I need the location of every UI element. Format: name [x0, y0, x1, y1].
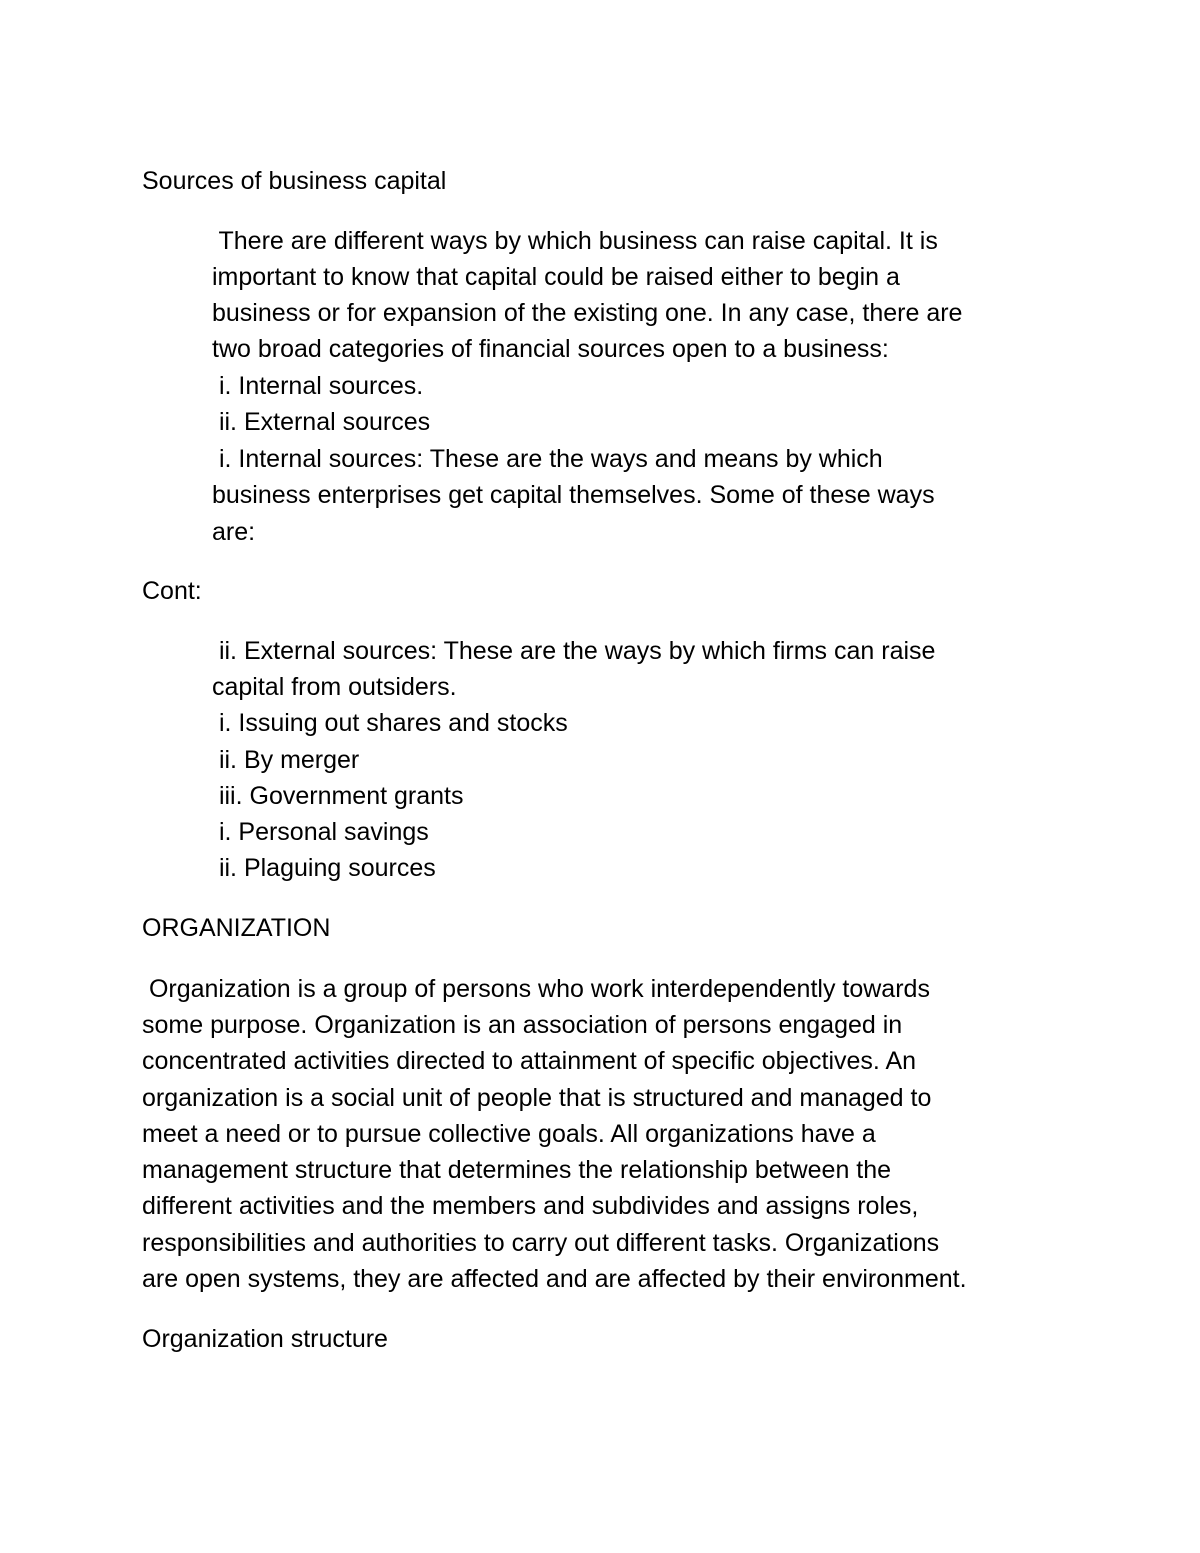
heading-sources-of-capital: Sources of business capital [142, 167, 447, 195]
text-line: There are different ways by which business can raise capital. It is [212, 227, 938, 255]
text-line: i. Internal sources: These are the ways and means by which [212, 445, 883, 473]
text-line: some purpose. Organization is an association of persons engaged in [142, 1011, 903, 1039]
text-line: management structure that determines the relationship between the [142, 1156, 892, 1184]
text-line: are open systems, they are affected and are affected by their environment. [142, 1265, 967, 1293]
text-line: important to know that capital could be raised either to begin a [212, 263, 900, 291]
text-line: organization is a social unit of people that is structured and managed to [142, 1084, 932, 1112]
list-item: i. Personal savings [212, 818, 429, 846]
list-item: ii. External sources [212, 408, 431, 436]
list-item: ii. Plaguing sources [212, 854, 436, 882]
text-line: meet a need or to pursue collective goals. All organizations have a [142, 1120, 876, 1148]
text-line: Organization is a group of persons who work interdependently towards [142, 975, 930, 1003]
text-line: business or for expansion of the existing one. In any case, there are [212, 299, 963, 327]
list-item: i. Internal sources. [212, 372, 424, 400]
text-line: business enterprises get capital themselves. Some of these ways [212, 481, 935, 509]
text-line: capital from outsiders. [212, 673, 457, 701]
list-item: iii. Government grants [212, 782, 464, 810]
text-line: different activities and the members and subdivides and assigns roles, [142, 1192, 919, 1220]
text-line: responsibilities and authorities to carry out different tasks. Organizations [142, 1229, 940, 1257]
text-line: are: [212, 518, 256, 546]
list-item: i. Issuing out shares and stocks [212, 709, 568, 737]
heading-organization: ORGANIZATION [142, 914, 331, 942]
list-item: ii. By merger [212, 746, 360, 774]
heading-organization-structure: Organization structure [142, 1325, 388, 1353]
text-line: ii. External sources: These are the ways by which firms can raise [212, 637, 936, 665]
heading-cont: Cont: [142, 577, 202, 605]
text-line: concentrated activities directed to attainment of specific objectives. An [142, 1047, 917, 1075]
text-line: two broad categories of financial sources open to a business: [212, 335, 889, 363]
